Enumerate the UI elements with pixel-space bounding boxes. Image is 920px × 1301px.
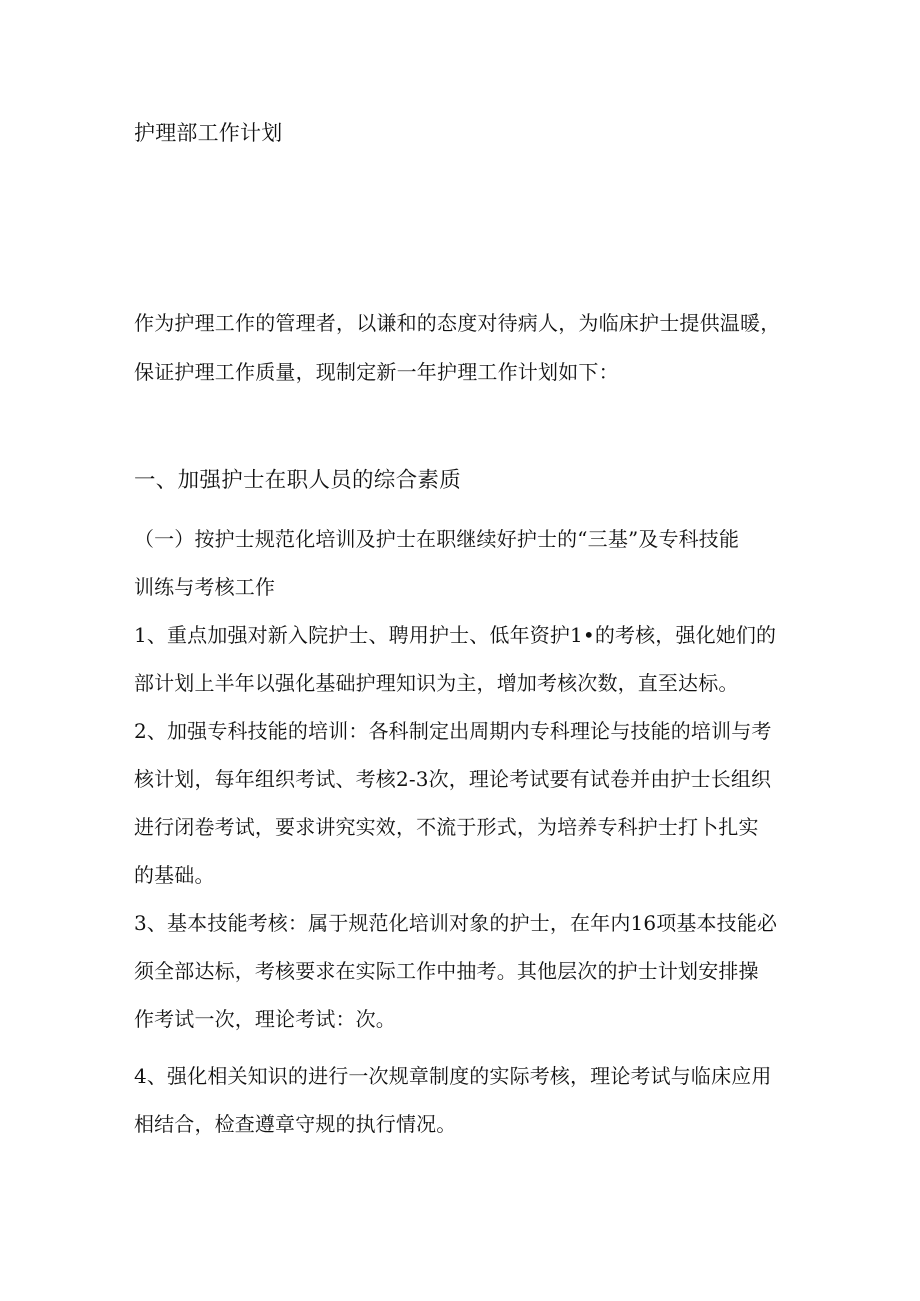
list-item-line: 的基础。 — [134, 863, 215, 887]
list-item-line: 4、强化相关知识的进行一次规章制度的实际考核，理论考试与临床应用 — [134, 1064, 772, 1088]
list-item-line: 核计划，每年组织考试、考核2-3次，理论考试要有试卷并由护士长组织 — [134, 767, 772, 791]
list-item-line: 1、重点加强对新入院护士、聘用护士、低年资护1•的考核，强化她们的 — [134, 623, 777, 647]
list-item-line: 相结合，检查遵章守规的执行情况。 — [134, 1112, 457, 1136]
list-item-line: 须全部达标，考核要求在实际工作中抽考。其他层次的护士计划安排操 — [134, 959, 759, 983]
list-item-2 — [134, 707, 786, 899]
section-heading: 一、加强护士在职人员的综合素质 — [134, 468, 462, 493]
subsection-heading-line: 训练与考核工作 — [134, 575, 276, 599]
list-item-line: 进行闭卷考试，要求讲究实效，不流于形式，为培养专科护士打卜扎实 — [134, 815, 759, 839]
intro-line: 保证护理工作质量，现制定新一年护理工作计划如下： — [134, 360, 619, 384]
list-item-4 — [134, 1052, 786, 1148]
list-item-line: 3、基本技能考核：属于规范化培训对象的护士，在年内16项基本技能必 — [134, 911, 778, 935]
list-item-3 — [134, 899, 786, 1043]
list-item-1 — [134, 611, 786, 707]
intro-line: 作为护理工作的管理者，以谦和的态度对待病人，为临床护士提供温暖， — [134, 311, 781, 335]
list-item-line: 部计划上半年以强化基础护理知识为主，增加考核次数，直至达标。 — [134, 671, 739, 695]
list-item-line: 2、加强专科技能的培训：各科制定出周期内专科理论与技能的培训与考 — [134, 719, 772, 743]
document-title: 护理部工作计划 — [134, 121, 283, 145]
intro-paragraph — [134, 299, 786, 397]
subsection-heading — [134, 515, 786, 611]
subsection-heading-line: （一）按护士规范化培训及护士在职继续好护士的“三基”及专科技能 — [134, 527, 740, 551]
list-item-line: 作考试一次，理论考试：次。 — [134, 1007, 396, 1031]
